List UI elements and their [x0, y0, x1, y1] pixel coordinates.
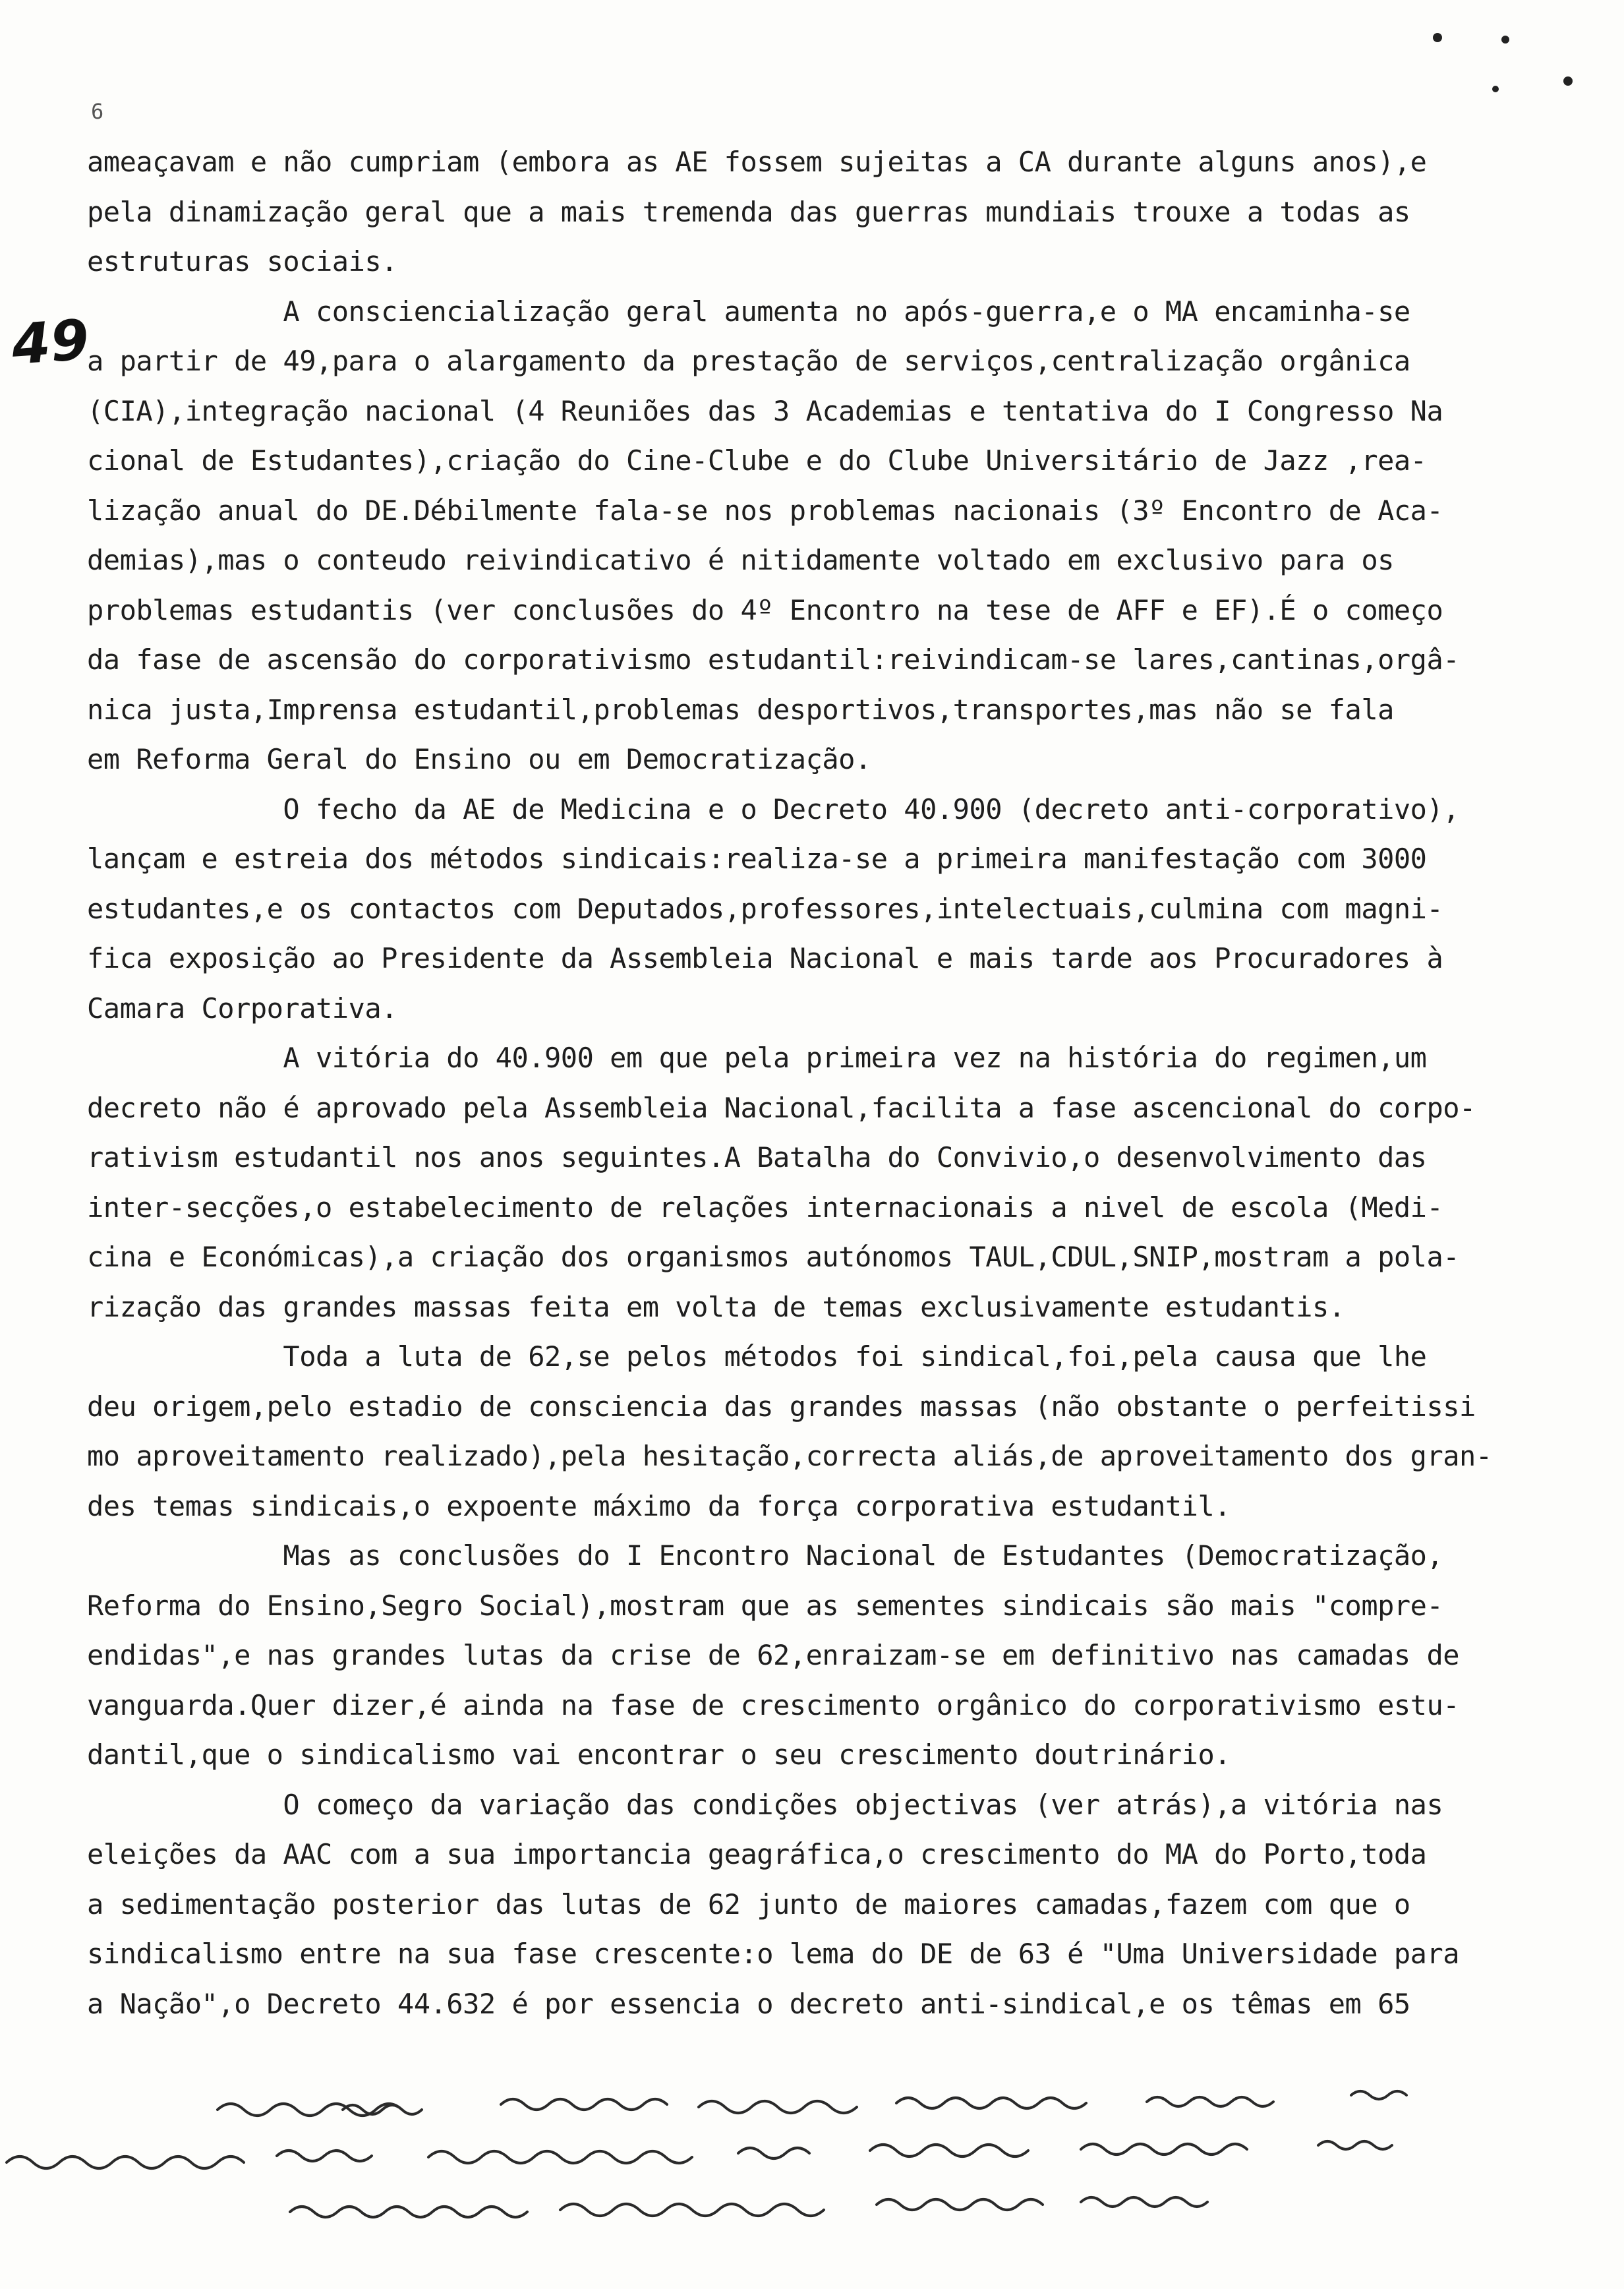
- text-line: A consciencialização geral aumenta no após-guerra,e o MA encaminha-se: [87, 295, 1410, 328]
- text-line: ameaçavam e não cumpriam (embora as AE fossem sujeitas a CA durante alguns anos),e: [87, 146, 1427, 178]
- text-line: Toda a luta de 62,se pelos métodos foi sindical,foi,pela causa que lhe: [87, 1340, 1427, 1373]
- ink-dot: [1433, 33, 1442, 42]
- text-line: rativism estudantil nos anos seguintes.A Batalha do Convivio,o desenvolvimento das: [87, 1141, 1427, 1174]
- text-line: fica exposição ao Presidente da Assembleia Nacional e mais tarde aos Procuradores à: [87, 942, 1443, 974]
- text-line: lização anual do DE.Débilmente fala-se nos problemas nacionais (3º Encontro de Aca-: [87, 494, 1443, 527]
- text-line: da fase de ascensão do corporativismo estudantil:reivindicam-se lares,cantinas,orgâ-: [87, 643, 1460, 676]
- text-line: cional de Estudantes),criação do Cine-Clube e do Clube Universitário de Jazz ,rea-: [87, 444, 1427, 477]
- text-line: A vitória do 40.900 em que pela primeira vez na história do regimen,um: [87, 1042, 1427, 1074]
- text-line: nica justa,Imprensa estudantil,problemas desportivos,transportes,mas não se fala: [87, 693, 1394, 726]
- text-line: Camara Corporativa.: [87, 992, 397, 1025]
- text-line: sindicalismo entre na sua fase crescente:o lema do DE de 63 é "Uma Universidade para: [87, 1938, 1460, 1970]
- text-line: des temas sindicais,o expoente máximo da força corporativa estudantil.: [87, 1489, 1231, 1522]
- text-line: em Reforma Geral do Ensino ou em Democratização.: [87, 743, 871, 775]
- text-line: endidas",e nas grandes lutas da crise de 62,enraizam-se em definitivo nas camadas de: [87, 1639, 1460, 1671]
- text-line: (CIA),integração nacional (4 Reuniões das 3 Academias e tentativa do I Congresso Na: [87, 394, 1443, 427]
- text-line: O fecho da AE de Medicina e o Decreto 40.900 (decreto anti-corporativo),: [87, 792, 1460, 825]
- text-line: lançam e estreia dos métodos sindicais:realiza-se a primeira manifestação com 3000: [87, 843, 1427, 875]
- text-line: a partir de 49,para o alargamento da prestação de serviços,centralização orgânica: [87, 345, 1410, 377]
- text-line: decreto não é aprovado pela Assembleia Nacional,facilita a fase ascencional do corpo-: [87, 1091, 1476, 1124]
- text-line: Reforma do Ensino,Segro Social),mostram que as sementes sindicais são mais "compre-: [87, 1589, 1443, 1622]
- text-line: deu origem,pelo estadio de consciencia das grandes massas (não obstante o perfeitissi: [87, 1390, 1476, 1423]
- handwritten-annotation: [0, 2064, 1624, 2261]
- ink-dot: [1501, 36, 1509, 44]
- text-line: pela dinamização geral que a mais tremenda das guerras mundiais trouxe a todas as: [87, 195, 1410, 228]
- text-line: estruturas sociais.: [87, 245, 397, 278]
- text-line: eleições da AAC com a sua importancia geagráfica,o crescimento do MA do Porto,toda: [87, 1838, 1427, 1870]
- page-number: 6: [91, 99, 104, 124]
- text-line: Mas as conclusões do I Encontro Nacional de Estudantes (Democratização,: [87, 1539, 1443, 1572]
- text-line: dantil,que o sindicalismo vai encontrar o seu crescimento doutrinário.: [87, 1739, 1231, 1771]
- text-line: rização das grandes massas feita em volta de temas exclusivamente estudantis.: [87, 1290, 1345, 1323]
- text-line: inter-secções,o estabelecimento de relações internacionais a nivel de escola (Medi-: [87, 1191, 1443, 1224]
- text-line: a Nação",o Decreto 44.632 é por essencia o decreto anti-sindical,e os têmas em 65: [87, 1987, 1410, 2020]
- text-line: O começo da variação das condições objectivas (ver atrás),a vitória nas: [87, 1788, 1443, 1821]
- typed-text-body: [87, 137, 1563, 2029]
- margin-note-handwritten: 49: [9, 307, 92, 377]
- text-line: cina e Económicas),a criação dos organismos autónomos TAUL,CDUL,SNIP,mostram a pola-: [87, 1241, 1460, 1273]
- text-line: mo aproveitamento realizado),pela hesitação,correcta aliás,de aproveitamento dos gran-: [87, 1440, 1492, 1472]
- text-line: demias),mas o conteudo reivindicativo é nitidamente voltado em exclusivo para os: [87, 544, 1394, 576]
- text-line: estudantes,e os contactos com Deputados,professores,intelectuais,culmina com magni-: [87, 892, 1443, 925]
- text-line: problemas estudantis (ver conclusões do 4º Encontro na tese de AFF e EF).É o começo: [87, 593, 1443, 626]
- text-line: vanguarda.Quer dizer,é ainda na fase de crescimento orgânico do corporativismo estu-: [87, 1688, 1460, 1721]
- text-line: a sedimentação posterior das lutas de 62 junto de maiores camadas,fazem com que o: [87, 1888, 1410, 1920]
- ink-dot: [1563, 76, 1573, 86]
- ink-dot: [1492, 86, 1499, 92]
